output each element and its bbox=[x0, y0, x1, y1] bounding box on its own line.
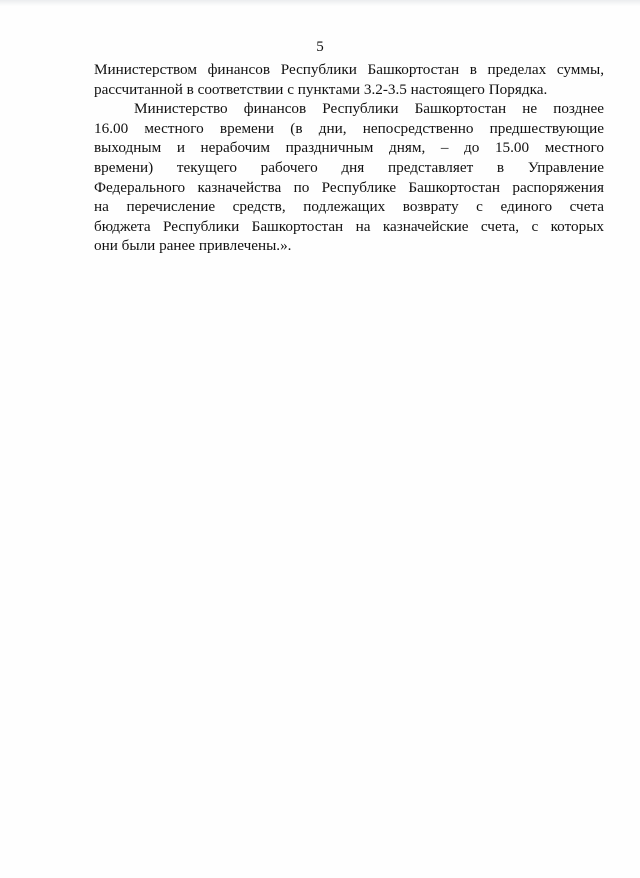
text-line: выходным и нерабочим праздничным дням, – до 15.00 местного bbox=[94, 139, 604, 157]
text-line: рассчитанной в соответствии с пунктами 3.2-3.5 настоящего Порядка. bbox=[94, 80, 548, 98]
text-line: времени) текущего рабочего дня представляет в Управление bbox=[94, 158, 604, 176]
scan-edge-shadow bbox=[0, 0, 640, 6]
document-body bbox=[94, 60, 604, 256]
text-line: Министерством финансов Республики Башкортостан в пределах суммы, bbox=[94, 61, 604, 78]
text-line: они были ранее привлечены.». bbox=[94, 237, 292, 255]
text-line: Федерального казначейства по Республике Башкортостан распоряжения bbox=[94, 178, 604, 196]
text-line: на перечисление средств, подлежащих возврату с единого счета bbox=[94, 198, 604, 216]
text-line: бюджета Республики Башкортостан на казначейские счета, с которых bbox=[94, 217, 604, 235]
paragraph-1 bbox=[94, 60, 604, 99]
page-number: 5 bbox=[316, 39, 324, 55]
paragraph-2 bbox=[94, 99, 604, 256]
text-line: Министерство финансов Республики Башкортостан не позднее bbox=[134, 100, 604, 118]
text-line: 16.00 местного времени (в дни, непосредственно предшествующие bbox=[94, 119, 604, 137]
